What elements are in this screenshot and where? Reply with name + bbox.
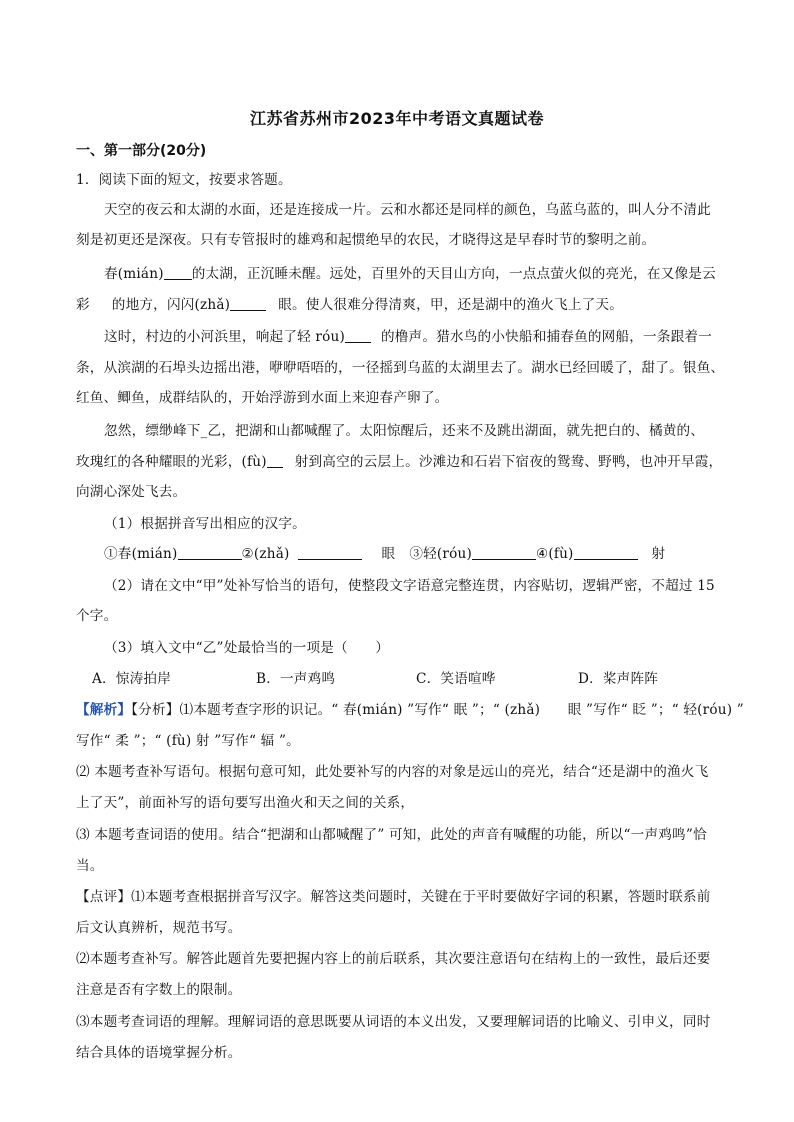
passage-p3-line3: 红鱼、鲫鱼，成群结队的，开始浮游到水面上来迎春产卵了。 [76, 390, 449, 406]
passage-text: 的太湖，正沉睡未醒。远处，百里外的天目山方向，一点点萤火似的亮光，在又像是云 [191, 266, 716, 282]
blank-2 [230, 296, 266, 311]
page-title: 江苏省苏州市2023年中考语文真题试卷 [249, 109, 545, 128]
section-heading: 一、第一部分(20分) [76, 143, 207, 159]
analysis-line2: 写作“ 柔 ”；“ (fù) 射 ”写作“ 辐 ”。 [76, 733, 300, 749]
answer-blank-1 [178, 545, 242, 560]
item-1: ①春(mián) [104, 546, 178, 562]
comment-line4: 注意是否有字数上的限制。 [76, 982, 242, 998]
passage-text: 的橹声。猎水鸟的小快船和捕春鱼的网船，一条跟着一 [380, 329, 713, 345]
analysis-line6: 当。 [76, 858, 104, 874]
passage-text: 射到高空的云层上。沙滩边和石岩下宿夜的鸳鸯、野鸭，也冲开早霞， [294, 454, 723, 470]
comment-line6: 结合具体的语境掌握分析。 [76, 1045, 242, 1061]
analysis-line5: ⑶ 本题考查词语的使用。结合“把湖和山都喊醒了” 可知，此处的声音有喊醒的功能，所以“一声鸡鸣”恰 [76, 827, 707, 843]
blank-1 [164, 265, 192, 280]
subquestion-2-line2: 个字。 [76, 608, 118, 624]
pinyin-zha: 的地方，闪闪(zhǎ) [111, 297, 231, 313]
passage-p4-line1: 忽然，缥缈峰下_乙，把湖和山都喊醒了。太阳惊醒后，还来不及跳出湖面，就先把白的、橘黄的、 [104, 423, 705, 439]
comment-line3: ⑵本题考查补写。解答此题首先要把握内容上的前后联系，其次要注意语句在结构上的一致性，最后还要 [76, 951, 711, 967]
subquestion-3: （3）填入文中“乙”处最恰当的一项是（ ） [104, 640, 390, 656]
blank-4 [267, 453, 283, 468]
analysis-text: 【分析】⑴本题考查字形的识记。“ 春(mián) ”写作“ 眠 ”；“ (zhǎ) 眼 ”写作“ 眨 ”；“ 轻(róu) ” [131, 702, 744, 718]
analysis-tag: 【解析】 [76, 702, 132, 718]
answer-blank-4 [574, 545, 638, 560]
subquestion-1: （1）根据拼音写出相应的汉字。 [104, 516, 306, 532]
passage-p2-line2 [76, 293, 726, 313]
analysis-line3: ⑵ 本题考查补写语句。根据句意可知，此处要补写的内容的对象是远山的亮光，结合“还是湖中的渔火飞 [76, 764, 709, 780]
option-a: A．惊涛拍岸 [92, 671, 171, 687]
passage-p1-line1: 天空的夜云和太湖的水面，还是连接成一片。云和水都还是同样的颜色，乌蓝乌蓝的，叫人分不清此 [104, 202, 711, 218]
passage-text: 彩 [76, 297, 90, 313]
comment-line5: ⑶本题考查词语的理解。理解词语的意思既要从词语的本义出发，又要理解词语的比喻义、引申义，同时 [76, 1014, 711, 1030]
answer-blank-2 [298, 545, 362, 560]
analysis-line4: 上了天”，前面补写的语句要写出渔火和天之间的关系， [76, 795, 415, 811]
passage-p3-line2: 条，从滨湖的石埠头边摇出港，咿咿唔唔的，一径摇到乌蓝的太湖里去了。湖水已经回暖了，甜了。银鱼、 [76, 360, 725, 376]
subquestion-2-line1: （2）请在文中“甲”处补写恰当的语句，使整段文字语意完整连贯，内容贴切，逻辑严密，不超过 15 [104, 578, 715, 594]
option-b: B．一声鸡鸣 [256, 671, 336, 687]
item-3: ③轻(róu) [409, 546, 472, 562]
item-2: ②(zhǎ) [241, 546, 290, 562]
passage-p1-line2: 刻是初更还是深夜。只有专管报时的雄鸡和起惯绝早的农民，才晓得这是早春时节的黎明之前。 [76, 232, 656, 248]
comment-line2: 后文认真辨析，规范书写。 [76, 920, 242, 936]
pinyin-fu: 玫瑰红的各种耀眼的光彩，(fù) [76, 454, 267, 470]
passage-text: 眼。使人很难分得清爽，甲，还是湖中的渔火飞上了天。 [278, 297, 624, 313]
question-intro: 1．阅读下面的短文，按要求答题。 [76, 172, 292, 188]
subquestion-1-blanks [104, 542, 726, 562]
pinyin-mian: 春(mián) [104, 266, 164, 282]
passage-p3-line1 [104, 325, 726, 345]
passage-p4-line2 [76, 450, 726, 470]
blank-3 [345, 328, 371, 343]
option-c: C．笑语喧哗 [416, 671, 496, 687]
answer-blank-3 [472, 545, 536, 560]
item-4-suffix: 射 [651, 546, 666, 562]
item-4: ④(fù) [535, 546, 574, 562]
comment-line1: 【点评】⑴本题考查根据拼音写汉字。解答这类问题时，关键在于平时要做好字词的积累，答题时联系前 [76, 889, 711, 905]
passage-p2-line1 [104, 262, 726, 282]
passage-p4-line3: 向湖心深处飞去。 [76, 484, 187, 500]
item-2-suffix: 眼 [381, 546, 396, 562]
pinyin-rou: 这时，村边的小河浜里，响起了轻 róu) [104, 329, 345, 345]
analysis-line1 [76, 698, 744, 718]
option-d: D．桨声阵阵 [578, 671, 659, 687]
